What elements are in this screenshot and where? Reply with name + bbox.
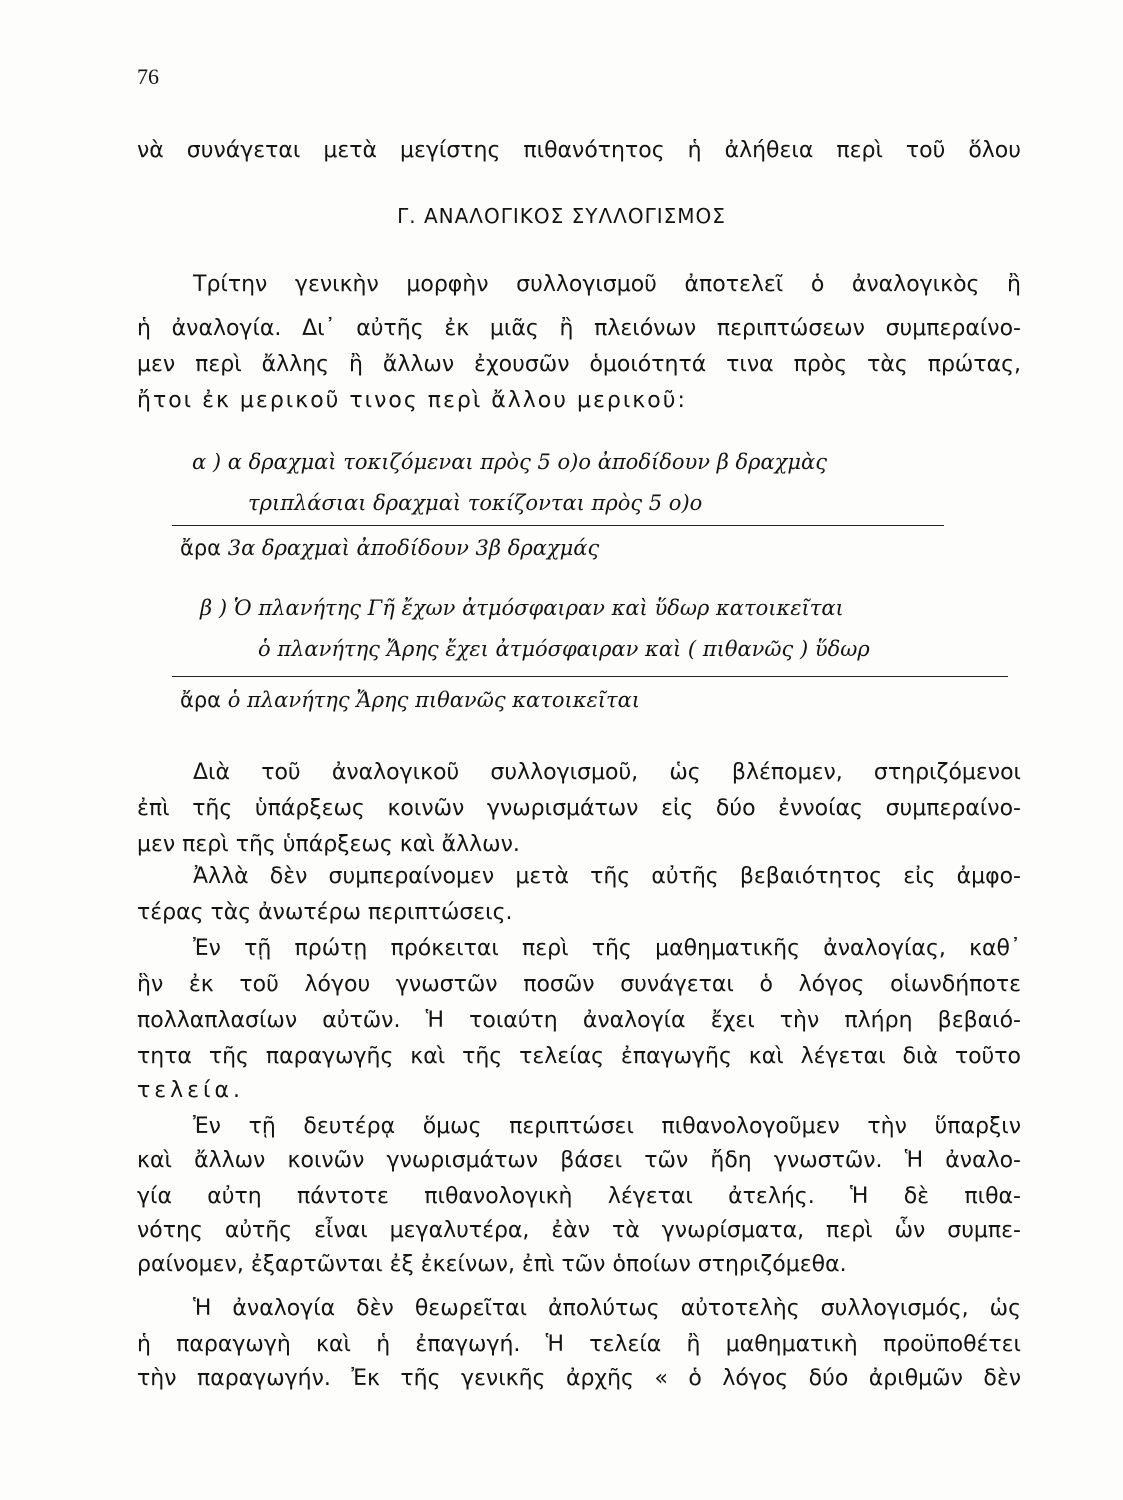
example-b-premise-2: ὁ πλανήτης Ἄρης ἔχει ἀτμόσφαιραν καὶ ( πιθανῶς ) ὕδωρ	[258, 637, 870, 661]
para1-line-4: ἤτοι ἐκ μερικοῦ τινος περὶ ἄλλου μερικοῦ:	[137, 388, 687, 413]
para4-line-3: πολλαπλασίων αὐτῶν. Ἡ τοιαύτη ἀναλογία ἔχει τὴν πλήρη βεβαιό-	[137, 1008, 1021, 1033]
example-b-premise-1: β ) Ὁ πλανήτης Γῆ ἔχων ἀτμόσφαιραν καὶ ὕδωρ κατοικεῖται	[200, 596, 844, 620]
example-b-conclusion-word: ἄρα	[180, 688, 222, 712]
para5-line-2: καὶ ἄλλων κοινῶν γνωρισμάτων βάσει τῶν ἤδη γνωστῶν. Ἡ ἀναλο-	[137, 1148, 1021, 1173]
para5-line-3: γία αὐτη πάντοτε πιθανολογικὴ λέγεται ἀτελής. Ἡ δὲ πιθα-	[137, 1184, 1021, 1209]
para2-line-3: μεν περὶ τῆς ὑπάρξεως καὶ ἄλλων.	[137, 832, 520, 857]
example-a-premise-2: τριπλάσιαι δραχμαὶ τοκίζονται πρὸς 5 ο)ο	[248, 491, 703, 515]
page-number: 76	[137, 64, 159, 89]
example-a-rule	[172, 525, 944, 526]
para4-line-2: ἣν ἐκ τοῦ λόγου γνωστῶν ποσῶν συνάγεται ὁ λόγος οἱωνδήποτε	[137, 972, 1021, 997]
para3-line-2: τέρας τὰς ἀνωτέρω περιπτώσεις.	[137, 900, 513, 925]
example-b-rule	[172, 676, 1008, 677]
example-a-conclusion-text: 3α δραχμαὶ ἀποδίδουν 3β δραχμάς	[227, 536, 600, 560]
para4-line-4: τητα τῆς παραγωγῆς καὶ τῆς τελείας ἐπαγωγῆς καὶ λέγεται διὰ τοῦτο	[137, 1044, 1021, 1069]
para1-line-2: ἡ ἀναλογία. Δι᾿ αὐτῆς ἐκ μιᾶς ἢ πλειόνων περιπτώσεων συμπεραίνο-	[137, 316, 1021, 341]
para4-line-5: τελεία.	[137, 1078, 244, 1103]
example-b-conclusion	[180, 688, 640, 712]
example-b-conclusion-text: ὁ πλανήτης Ἄρης πιθανῶς κατοικεῖται	[227, 688, 641, 712]
para6-line-1: Ἡ ἀναλογία δὲν θεωρεῖται ἀπολύτως αὐτοτελὴς συλλογισμός, ὡς	[193, 1296, 1021, 1321]
para5-line-5: ραίνομεν, ἐξαρτῶνται ἐξ ἐκείνων, ἐπὶ τῶν ὁποίων στηριζόμεθα.	[137, 1252, 847, 1277]
para2-line-2: ἐπὶ τῆς ὑπάρξεως κοινῶν γνωρισμάτων εἰς δύο ἐννοίας συμπεραίνο-	[137, 796, 1021, 821]
example-a-premise-1: α ) α δραχμαὶ τοκιζόμεναι πρὸς 5 ο)ο ἀποδίδουν β δραχμὰς	[192, 450, 827, 474]
section-heading: Γ. ΑΝΑΛΟΓΙΚΟΣ ΣΥΛΛΟΓΙΣΜΟΣ	[397, 204, 726, 228]
example-a-conclusion	[180, 536, 599, 560]
example-a-conclusion-word: ἄρα	[180, 536, 222, 560]
para5-line-4: νότης αὐτῆς εἶναι μεγαλυτέρα, ἐὰν τὰ γνωρίσματα, περὶ ὧν συμπε-	[137, 1218, 1021, 1243]
para6-line-2: ἡ παραγωγὴ καὶ ἡ ἐπαγωγή. Ἡ τελεία ἢ μαθηματικὴ προϋποθέτει	[137, 1332, 1021, 1357]
para6-line-3: τὴν παραγωγήν. Ἐκ τῆς γενικῆς ἀρχῆς « ὁ λόγος δύο ἀριθμῶν δὲν	[137, 1366, 1021, 1391]
para2-line-1: Διὰ τοῦ ἀναλογικοῦ συλλογισμοῦ, ὡς βλέπομεν, στηριζόμενοι	[193, 760, 1021, 785]
para4-line-1: Ἐν τῇ πρώτῃ πρόκειται περὶ τῆς μαθηματικῆς ἀναλογίας, καθ᾿	[193, 936, 1021, 961]
intro-line: νὰ συνάγεται μετὰ μεγίστης πιθανότητος ἡ ἀλήθεια περὶ τοῦ ὅλου	[137, 138, 1021, 163]
para3-line-1: Ἀλλὰ δὲν συμπεραίνομεν μετὰ τῆς αὐτῆς βεβαιότητος εἰς ἀμφο-	[193, 864, 1021, 889]
para5-line-1: Ἐν τῇ δευτέρᾳ ὅμως περιπτώσει πιθανολογοῦμεν τὴν ὕπαρξιν	[193, 1114, 1021, 1139]
para1-line-3: μεν περὶ ἄλλης ἢ ἄλλων ἐχουσῶν ὁμοιότητά τινα πρὸς τὰς πρώτας,	[137, 352, 1021, 377]
para1-line-1: Τρίτην γενικὴν μορφὴν συλλογισμοῦ ἀποτελεῖ ὁ ἀναλογικὸς ἢ	[193, 272, 1021, 297]
